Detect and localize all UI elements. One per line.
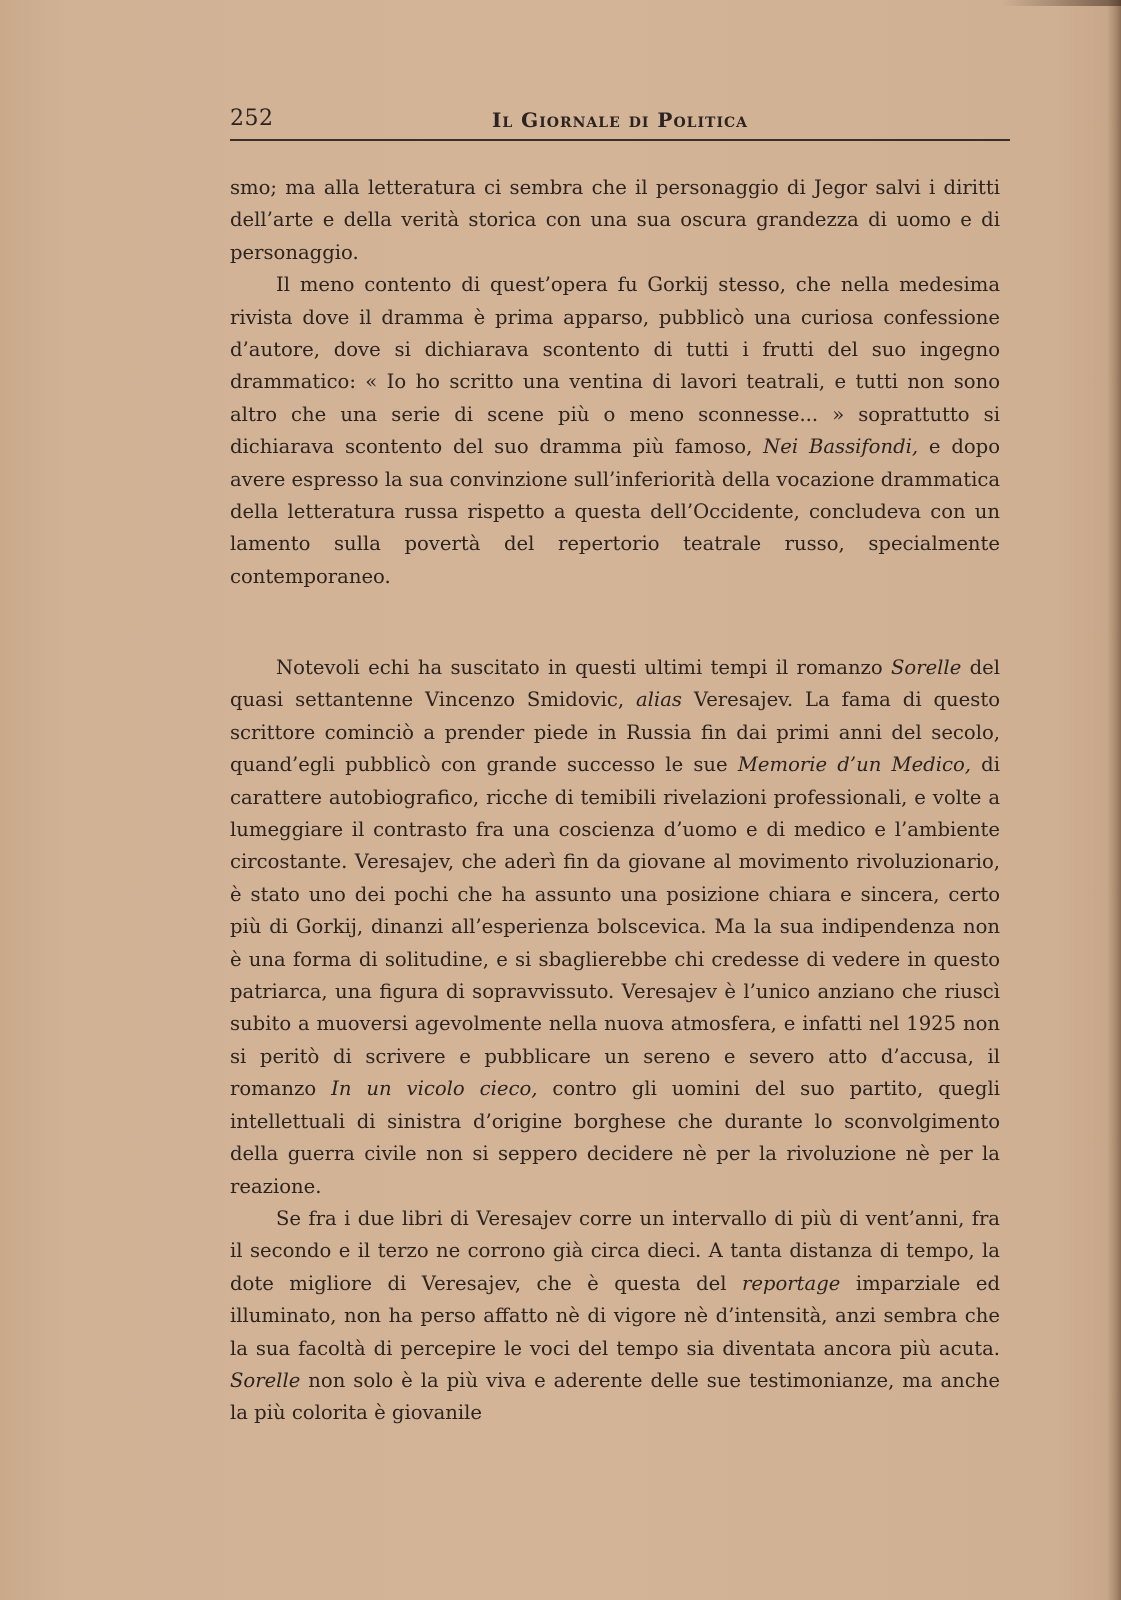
text-section-1 xyxy=(230,172,1000,593)
italic-word: alias xyxy=(635,688,682,712)
header-rule xyxy=(230,139,1010,141)
running-title: Il Giornale di Politica xyxy=(492,108,749,132)
text-section-2 xyxy=(230,652,1000,1430)
text-run: contro gli uomini del suo partito, quegli intellettuali di sinistra d’origine borghese che durante lo sconvolgimento della guerra civile non si seppero decidere nè per la rivoluzione nè per la reazione. xyxy=(230,1077,1000,1198)
text-run: non solo è la più viva e aderente delle sue testimonianze, ma anche la più colorita è giovanile xyxy=(230,1368,1000,1425)
text-run: Notevoli echi ha suscitato in questi ultimi tempi il romanzo xyxy=(276,656,891,679)
italic-title: Sorelle xyxy=(230,1368,301,1392)
text-run: Veresajev. La fama di questo scrittore cominciò a prender piede in Russia fin dai primi anni del secolo, quand’egli pubblicò con grande successo le sue xyxy=(230,688,1000,777)
text-run: di carattere autobiografico, ricche di temibili rivelazioni professionali, e volte a lumeggiare il contrasto fra una coscienza d’uomo e di medico e l’ambiente circostante. Veresajev, che aderì fin da giovane al movimento rivoluzionario, è stato uno dei pochi che ha assunto una posizione chiara e sincera, certo più di Gorkij, dinanzi all’esperienza bolscevica. Ma la sua indipendenza non è una forma di solitudine, e si sbaglierebbe chi credesse di vedere in questo patriarca, una figura di sopravvissuto. Veresajev è l’unico anziano che riuscì subito a muoversi agevolmente nella nuova atmosfera, e infatti nel 1925 non si peritò di scrivere e pubblicare un sereno e severo atto d’accusa, il romanzo xyxy=(230,753,1000,1101)
italic-title: Memorie d’un Medico, xyxy=(737,753,971,777)
paragraph-sorelle xyxy=(230,1203,1000,1430)
running-header xyxy=(230,106,1010,140)
text-run: e dopo avere espresso la sua convinzione sull’inferiorità della vocazione drammatica della letteratura russa rispetto a questa dell’Occidente, concludeva con un lamento sulla povertà del repertorio teatrale russo, specialmente contemporaneo. xyxy=(230,435,1000,588)
italic-title: Nei Bassifondi, xyxy=(763,435,919,459)
text-run: del quasi settantenne Vincenzo Smidovic, xyxy=(230,656,1000,712)
paragraph-gorkij xyxy=(230,269,1000,593)
paragraph-veresajev xyxy=(230,652,1000,1203)
text-run: imparziale ed illuminato, non ha perso affatto nè di vigore nè d’intensità, anzi sembra che la sua facoltà di percepire le voci del tempo sia diventata ancora più acuta. xyxy=(230,1271,1001,1360)
text-run: Se fra i due libri di Veresajev corre un intervallo di più di vent’anni, fra il secondo e il terzo ne corrono già circa dieci. A tanta distanza di tempo, la dote migliore di Veresajev, che è questa del xyxy=(230,1206,1000,1295)
text-run: Il meno contento di quest’opera fu Gorkij stesso, che nella medesima rivista dove il dramma è prima apparso, pubblicò una curiosa confessione d’autore, dove si dichiarava scontento di tutti i frutti del suo ingegno drammatico: « Io ho scritto una ventina di lavori teatrali, e tutti non sono altro che una serie di scene più o meno sconnesse... » soprattutto si dichiarava scontento del suo dramma più famoso, xyxy=(230,273,1000,459)
page-edge-shadow xyxy=(1107,0,1121,1600)
paragraph-continuation: smo; ma alla letteratura ci sembra che il personaggio di Jegor salvi i diritti dell’arte e della verità storica con una sua oscura grandezza di uomo e di personaggio. xyxy=(230,176,1000,264)
italic-title: In un vicolo cieco, xyxy=(331,1077,538,1101)
page-corner-shadow xyxy=(1001,0,1121,6)
italic-word: reportage xyxy=(741,1271,841,1295)
page-number: 252 xyxy=(230,106,274,131)
italic-title: Sorelle xyxy=(890,656,962,679)
